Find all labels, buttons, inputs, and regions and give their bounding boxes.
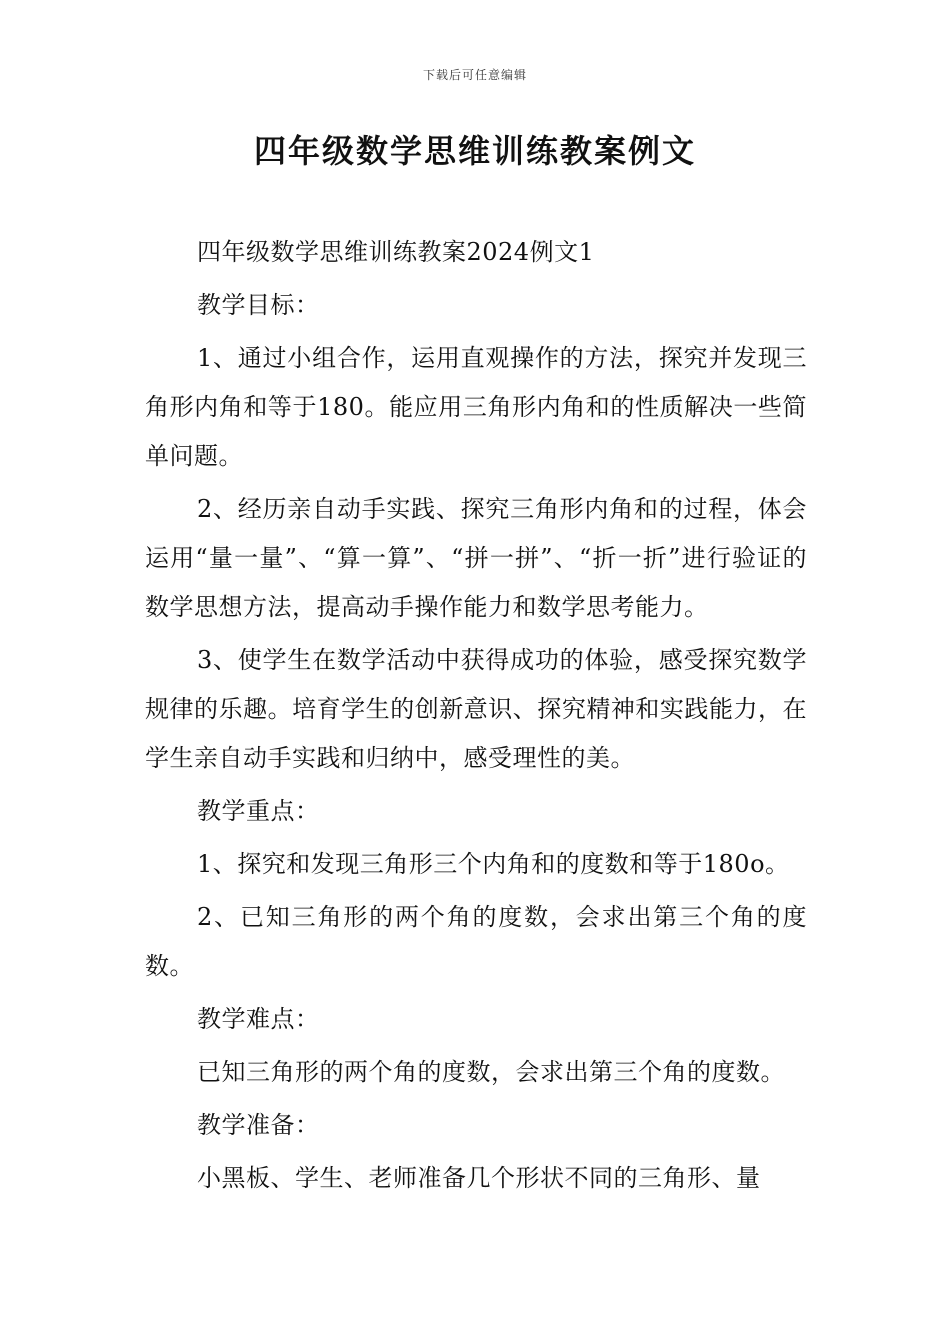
paragraph-key-point-2: 2、已知三角形的两个角的度数，会求出第三个角的度数。: [145, 903, 807, 980]
paragraph-preparation-heading: 教学准备：: [197, 1111, 320, 1139]
paragraph-objective-1: 1、通过小组合作，运用直观操作的方法，探究并发现三角形内角和等于180。能应用三角形内角和的性质解决一些简单问题。: [145, 344, 807, 470]
document-body: [145, 228, 807, 1203]
paragraph-key-points-heading: 教学重点：: [197, 797, 320, 825]
paragraph-section-heading: 四年级数学思维训练教案2024例文1: [197, 238, 595, 266]
paragraph-difficulty-heading: 教学难点：: [197, 1005, 320, 1033]
paragraph-difficulty: 已知三角形的两个角的度数，会求出第三个角的度数。: [197, 1058, 785, 1086]
paragraph-objectives-heading: 教学目标：: [197, 291, 320, 319]
page-header-note: 下载后可任意编辑: [422, 68, 527, 82]
paragraph-key-point-1: 1、探究和发现三角形三个内角和的度数和等于180o。: [197, 850, 790, 878]
document-title: 四年级数学思维训练教案例文: [253, 132, 696, 170]
paragraph-preparation: 小黑板、学生、老师准备几个形状不同的三角形、量: [197, 1164, 761, 1192]
paragraph-objective-3: 3、使学生在数学活动中获得成功的体验，感受探究数学规律的乐趣。培育学生的创新意识、探究精神和实践能力，在学生亲自动手实践和归纳中，感受理性的美。: [145, 646, 807, 772]
paragraph-objective-2: 2、经历亲自动手实践、探究三角形内角和的过程，体会运用“量一量”、“算一算”、“拼一拼”、“折一折”进行验证的数学思想方法，提高动手操作能力和数学思考能力。: [145, 495, 807, 621]
